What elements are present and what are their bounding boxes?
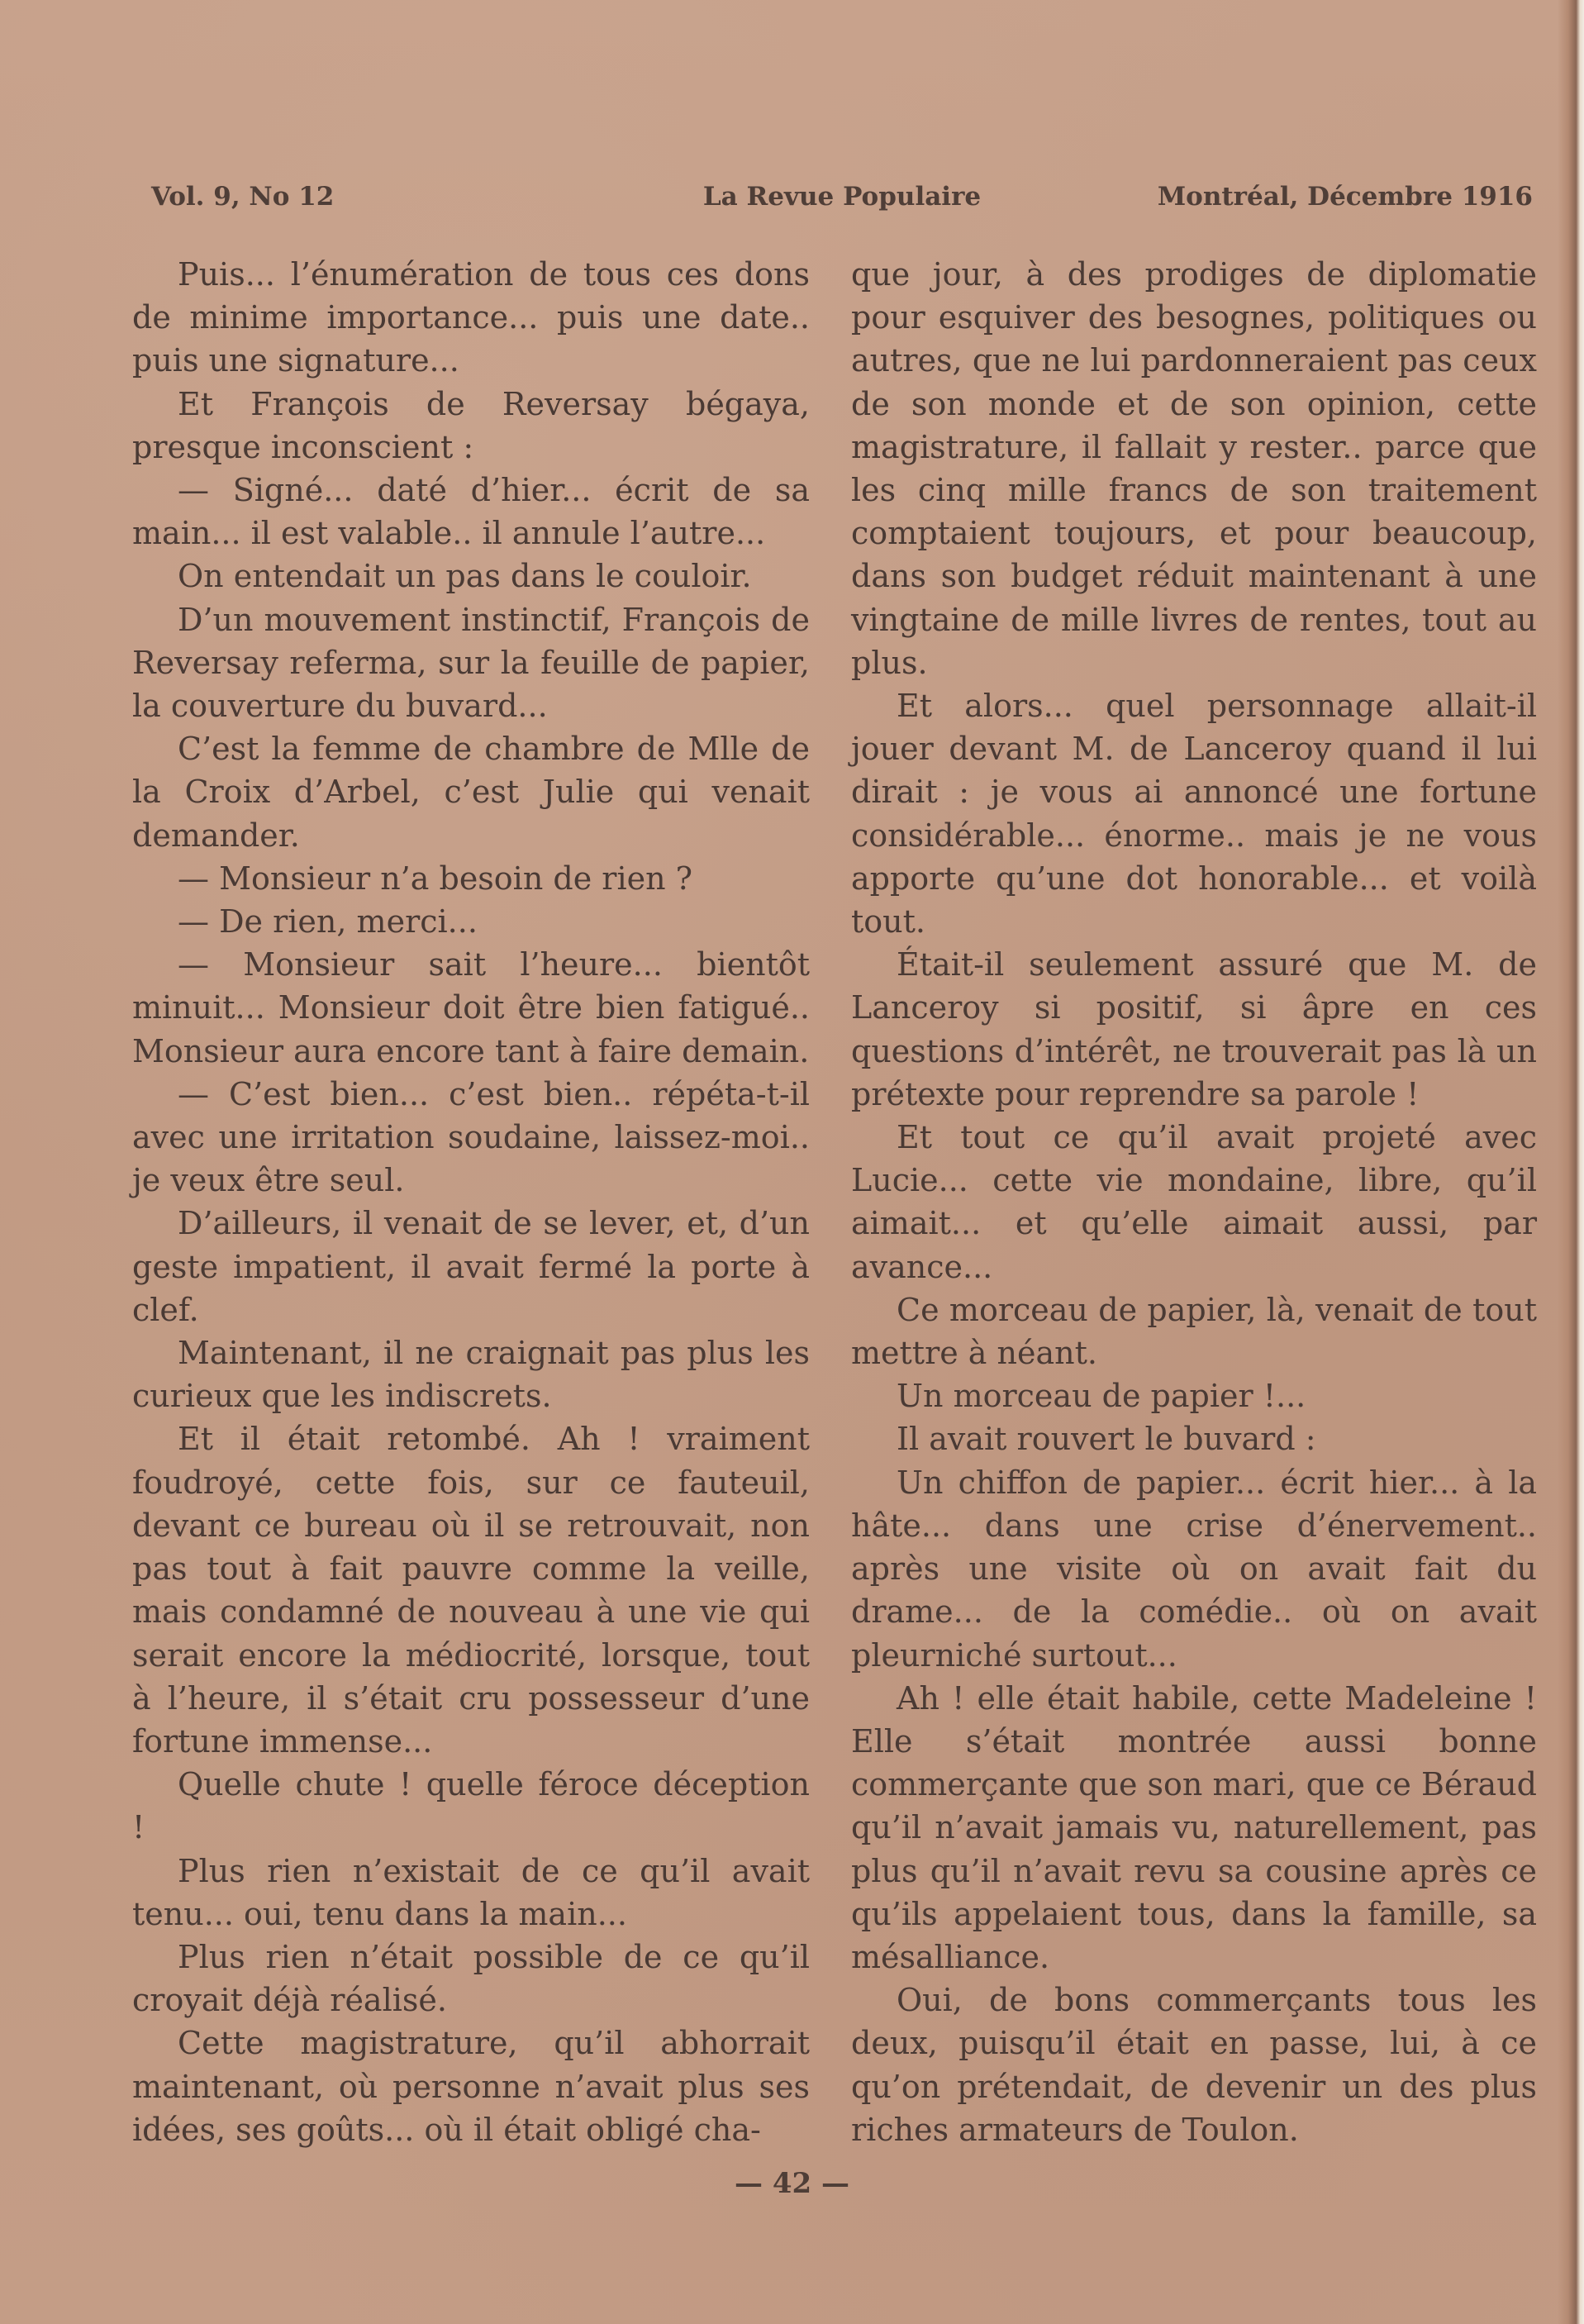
paragraph: — C’est bien... c’est bien.. répéta-t-il avec une irritation soudaine, laissez-moi.. je veux être seul. bbox=[132, 1075, 810, 1199]
paragraph: On entendait un pas dans le couloir. bbox=[178, 558, 752, 595]
paragraph: Il avait rouvert le buvard : bbox=[897, 1421, 1316, 1458]
paragraph: D’un mouvement instinctif, François de Reversay referma, sur la feuille de papier, la couverture du buvard... bbox=[132, 601, 810, 725]
paragraph: Était-il seulement assuré que M. de Lanceroy si positif, si âpre en ces questions d’intérêt, ne trouverait pas là un prétexte pour reprendre sa parole ! bbox=[851, 946, 1537, 1112]
paragraph: Cette magistrature, qu’il abhorrait maintenant, où personne n’avait plus ses idées, ses goûts... où il était obligé cha- bbox=[132, 2025, 810, 2148]
paragraph: Et François de Reversay bégaya, presque inconscient : bbox=[132, 385, 810, 465]
paragraph-continuation: que jour, à des prodiges de diplomatie pour esquiver des besognes, politiques ou autres, que ne lui pardonneraient pas ceux de son monde et de son opinion, cette magistrature, il fallait y rester.. parce que les cinq mille francs de son traitement comptaient toujours, et pour beaucoup, dans son budget réduit maintenant à une vingtaine de mille livres de rentes, tout au plus. bbox=[851, 256, 1537, 681]
right-column bbox=[851, 253, 1537, 2151]
paragraph: — De rien, merci... bbox=[178, 903, 478, 941]
page-header bbox=[151, 182, 1533, 223]
paragraph: — Monsieur sait l’heure... bientôt minuit... Monsieur doit être bien fatigué.. Monsieur aura encore tant à faire demain. bbox=[132, 946, 810, 1069]
paragraph: — Monsieur n’a besoin de rien ? bbox=[178, 860, 693, 897]
paragraph: Et il était retombé. Ah ! vraiment foudroyé, cette fois, sur ce fauteuil, devant ce bureau où il se retrouvait, non pas tout à fait pauvre comme la veille, mais condamné de nouveau à une vie qui serait encore la médiocrité, lorsque, tout à l’heure, il s’était cru possesseur d’une fortune immense... bbox=[132, 1421, 810, 1760]
paragraph: Un chiffon de papier... écrit hier... à la hâte... dans une crise d’énervement.. après une visite où on avait fait du drame... de la comédie.. où on avait pleurniché surtout... bbox=[851, 1464, 1537, 1674]
paragraph: Plus rien n’était possible de ce qu’il croyait déjà réalisé. bbox=[132, 1938, 810, 2019]
paragraph: — Signé... daté d’hier... écrit de sa main... il est valable.. il annule l’autre... bbox=[132, 472, 810, 552]
issue-date: Montréal, Décembre 1916 bbox=[1157, 182, 1533, 212]
left-column bbox=[132, 253, 810, 2151]
paragraph: Quelle chute ! quelle féroce déception ! bbox=[132, 1766, 810, 1846]
paragraph: Et alors... quel personnage allait-il jouer devant M. de Lanceroy quand il lui dirait : je vous ai annoncé une fortune considérable... énorme.. mais je ne vous apporte qu’une dot honorable... et voilà tout. bbox=[851, 688, 1537, 941]
paragraph: Ce morceau de papier, là, venait de tout mettre à néant. bbox=[851, 1291, 1537, 1372]
paragraph: C’est la femme de chambre de Mlle de la Croix d’Arbel, c’est Julie qui venait demander. bbox=[132, 731, 810, 854]
paragraph: Oui, de bons commerçants tous les deux, puisqu’il était en passe, lui, à ce qu’on prétendait, de devenir un des plus riches armateurs de Toulon. bbox=[851, 1982, 1537, 2148]
page-number: — 42 — bbox=[735, 2167, 849, 2200]
page-edge bbox=[1558, 0, 1584, 2324]
paragraph: Puis... l’énumération de tous ces dons de minime importance... puis une date.. puis une signature... bbox=[132, 256, 810, 379]
paragraph: Un morceau de papier !... bbox=[897, 1378, 1306, 1415]
paragraph: Maintenant, il ne craignait pas plus les curieux que les indiscrets. bbox=[132, 1335, 810, 1415]
paragraph: Plus rien n’existait de ce qu’il avait tenu... oui, tenu dans la main... bbox=[132, 1852, 810, 1932]
paragraph: Ah ! elle était habile, cette Madeleine ! Elle s’était montrée aussi bonne commerçante que son mari, que ce Béraud qu’il n’avait jamais vu, naturellement, pas plus qu’il n’avait revu sa cousine après ce qu’ils appelaient tous, dans la famille, sa mésalliance. bbox=[851, 1679, 1537, 1975]
volume-number: Vol. 9, No 12 bbox=[151, 182, 335, 212]
paragraph: D’ailleurs, il venait de se lever, et, d’un geste impatient, il avait fermé la porte à clef. bbox=[132, 1205, 810, 1328]
paragraph: Et tout ce qu’il avait projeté avec Lucie... cette vie mondaine, libre, qu’il aimait... et qu’elle aimait aussi, par avance... bbox=[851, 1119, 1537, 1285]
magazine-title: La Revue Populaire bbox=[702, 182, 982, 212]
